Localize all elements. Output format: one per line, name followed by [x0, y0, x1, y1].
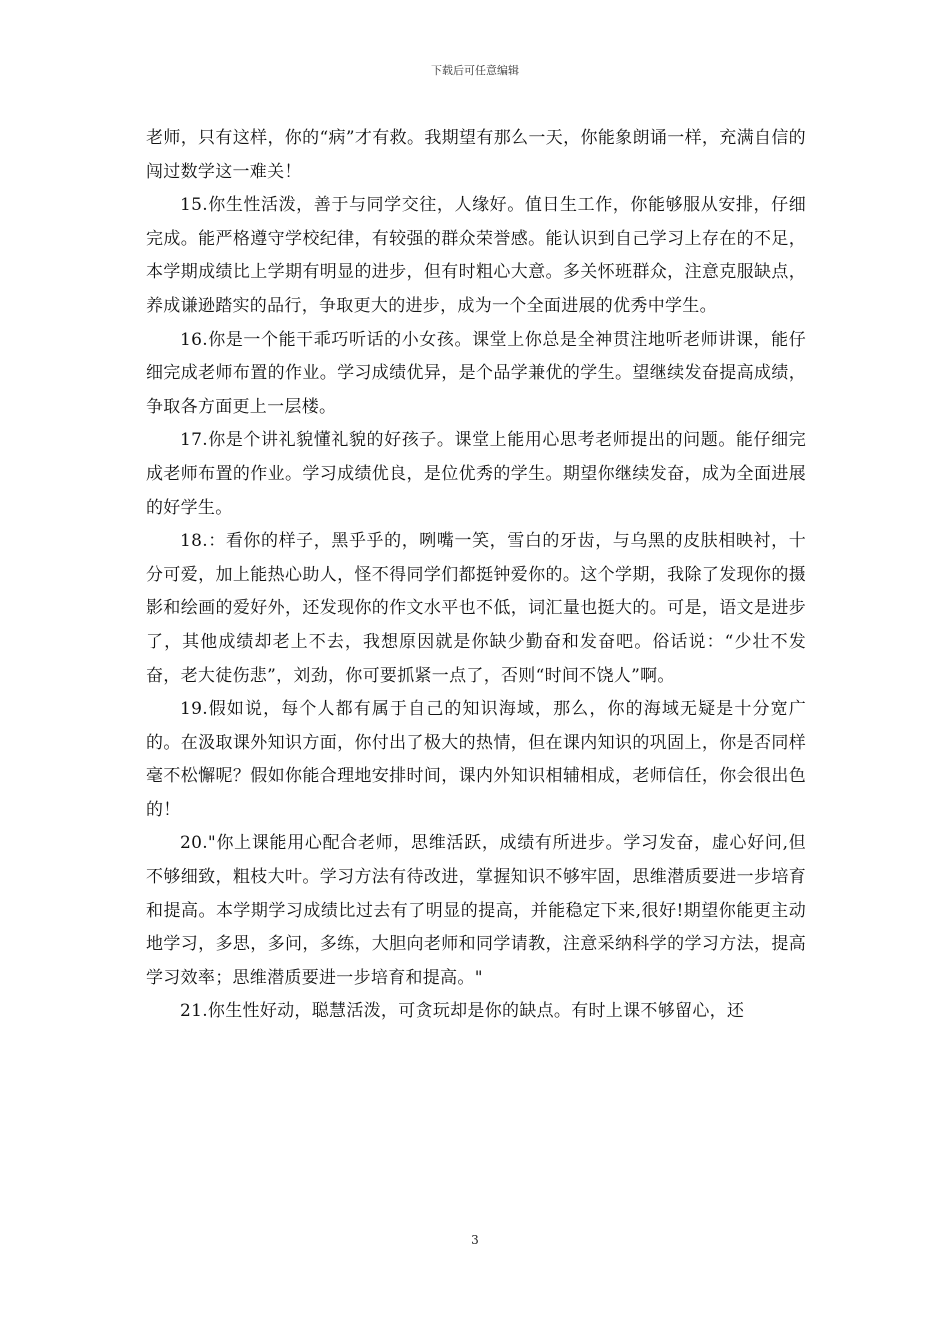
paragraph-15: 15.你生性活泼，善于与同学交往，人缘好。值日生工作，你能够服从安排，仔细完成。能严格遵守学校纪律，有较强的群众荣誉感。能认识到自己学习上存在的不足，本学期成绩比上学期有明显的进步，但有时粗心大意。多关怀班群众，注意克服缺点，养成谦逊踏实的品行，争取更大的进步，成为一个全面进展的优秀中学生。	[146, 195, 806, 316]
paragraph-continued: 老师，只有这样，你的“病”才有救。我期望有那么一天，你能象朗诵一样，充满自信的闯过数学这一难关！	[146, 128, 806, 182]
paragraph-19: 19.假如说，每个人都有属于自己的知识海域，那么，你的海域无疑是十分宽广的。在汲取课外知识方面，你付出了极大的热情，但在课内知识的巩固上，你是否同样毫不松懈呢？假如你能合理地安排时间，课内外知识相辅相成，老师信任，你会很出色的！	[146, 699, 806, 820]
paragraph-16: 16.你是一个能干乖巧听话的小女孩。课堂上你总是全神贯注地听老师讲课，能仔细完成老师布置的作业。学习成绩优异，是个品学兼优的学生。望继续发奋提高成绩，争取各方面更上一层楼。	[146, 329, 806, 417]
paragraph-17: 17.你是个讲礼貌懂礼貌的好孩子。课堂上能用心思考老师提出的问题。能仔细完成老师布置的作业。学习成绩优良，是位优秀的学生。期望你继续发奋，成为全面进展的好学生。	[146, 430, 806, 518]
page-header: 下载后可任意编辑	[431, 64, 519, 77]
paragraph-20: 20."你上课能用心配合老师，思维活跃，成绩有所进步。学习发奋，虚心好问,但不够细致，粗枝大叶。学习方法有待改进，掌握知识不够牢固，思维潜质要进一步培育和提高。本学期学习成绩比过去有了明显的提高，并能稳定下来,很好!期望你能更主动地学习，多思，多问，多练，大胆向老师和同学请教，注意采纳科学的学习方法，提高学习效率；思维潜质要进一步培育和提高。"	[146, 833, 806, 988]
page-number: 3	[471, 1233, 479, 1247]
paragraph-21: 21.你生性好动，聪慧活泼，可贪玩却是你的缺点。有时上课不够留心，还	[180, 1001, 745, 1022]
paragraph-18: 18.：看你的样子，黑乎乎的，咧嘴一笑，雪白的牙齿，与乌黑的皮肤相映衬，十分可爱，加上能热心助人，怪不得同学们都挺钟爱你的。这个学期，我除了发现你的摄影和绘画的爱好外，还发现你的作文水平也不低，词汇量也挺大的。可是，语文是进步了，其他成绩却老上不去，我想原因就是你缺少勤奋和发奋吧。俗话说：“少壮不发奋，老大徒伤悲”，刘劲，你可要抓紧一点了，否则“时间不饶人”啊。	[146, 531, 806, 686]
document-body	[146, 122, 806, 1029]
